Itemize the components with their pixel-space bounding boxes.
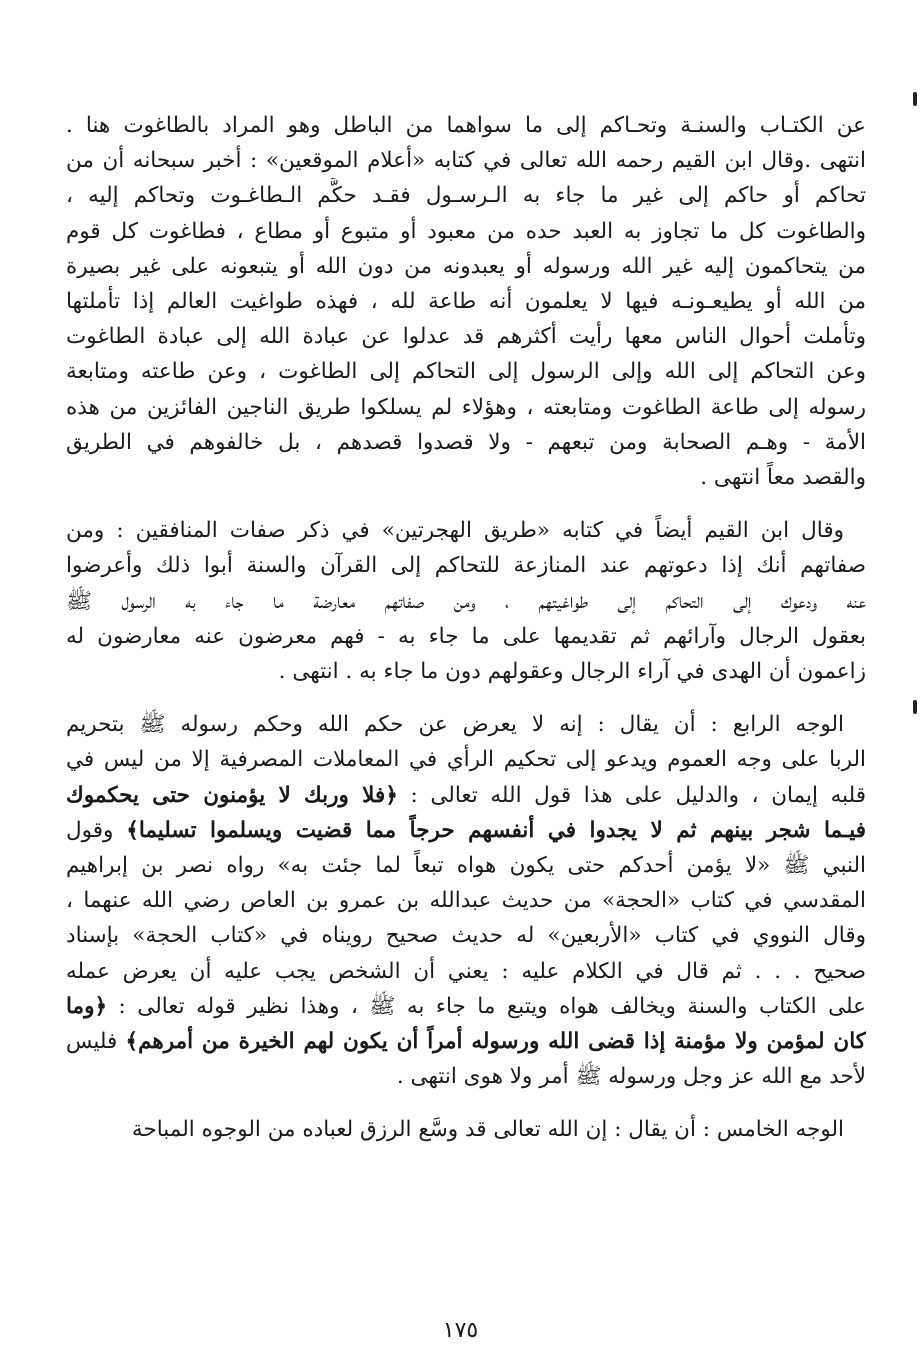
quran-verse-text: فيـما شجر بينهم ثم لا يجدوا في أنفسهم حرجاً مما قضيت ويسلموا تسليما﴾ xyxy=(126,817,866,843)
body-text: عن الكتـاب والسنـة وتحـاكم إلى ما سواهما من الباطل وهو المراد بالطاغوت هنا . xyxy=(66,113,866,138)
text-line xyxy=(66,813,866,848)
body-text: الأمة - وهـم الصحابة ومن تبعهم - ولا قصدوا قصدهم ، بل خالفوهم في الطريق xyxy=(66,429,866,455)
page-number: ١٧٥ xyxy=(442,1318,479,1343)
text-line xyxy=(66,390,866,425)
paragraph xyxy=(66,707,866,1094)
body-text: على الكتاب والسنة ويخالف هواه ويتبع ما جاء به ﷺ ، وهذا نظير قوله تعالى : xyxy=(107,993,866,1019)
body-text: انتهى .وقال ابن القيم رحمه الله تعالى في كتابه «أعلام الموقعين» : أخبر سبحانه أن من xyxy=(66,148,866,174)
body-text: الربا على وجه العموم ويدعو إلى تحكيم الرأي في المعاملات المصرفية إلا من ليس في xyxy=(66,747,866,773)
text-line xyxy=(66,619,866,654)
page-body xyxy=(66,108,866,1148)
body-text: عنه ودعوك إلى التحاكم إلى طواغيتهم ، ومن صفاتهم معارضة ما جاء به الرسول ﷺ xyxy=(66,588,866,614)
text-line xyxy=(66,143,866,178)
text-line xyxy=(66,425,866,460)
text-line xyxy=(66,918,866,953)
body-text: والطاغوت كل ما تجاوز به العبد حده من معبود أو متبوع أو مطاع ، فطاغوت كل قوم xyxy=(66,218,866,244)
body-text: وتأملت أحوال الناس معها رأيت أكثرهم قد عدلوا عن عبادة الله إلى عبادة الطاغوت xyxy=(66,324,866,350)
paragraph xyxy=(66,513,866,689)
text-line xyxy=(66,742,866,777)
text-line xyxy=(66,778,866,813)
paragraph xyxy=(66,108,866,495)
text-line xyxy=(66,284,866,319)
body-text: رسوله إلى طاعة الطاغوت ومتابعته ، وهؤلاء لم يسلكوا طريق الناجين الفائزين من هذه xyxy=(66,394,866,420)
text-line xyxy=(66,249,866,284)
body-text: وقول xyxy=(66,817,127,843)
text-line xyxy=(66,848,866,883)
text-line xyxy=(66,989,866,1024)
body-text: الوجه الخامس : أن يقال : إن الله تعالى قد وسَّع الرزق لعباده من الوجوه المباحة xyxy=(131,1117,844,1143)
paragraph xyxy=(66,1112,866,1147)
text-line xyxy=(66,354,866,389)
text-line xyxy=(66,654,866,689)
body-text: صفاتهم أنك إذا دعوتهم عند المنازعة للتحاكم إلى القرآن والسنة أبوا ذلك وأعرضوا xyxy=(66,553,866,579)
body-text: بعقول الرجال وآرائهم ثم تقديمها على ما جاء به - فهم معرضون عنه معارضون له xyxy=(66,623,866,649)
body-text: وقال النووي في كتاب «الأربعين» له حديث صحيح رويناه في «كتاب الحجة» بإسناد xyxy=(66,923,866,949)
body-text: قلبه إيمان ، والدليل على هذا قول الله تعالى : xyxy=(397,782,866,808)
body-text: من يتحاكمون إليه غير الله ورسوله أو يعبدونه من دون الله أو يتبعونه على غير بصيرة xyxy=(66,253,866,279)
text-line xyxy=(66,584,866,619)
scan-edge-mark xyxy=(913,700,917,714)
text-line xyxy=(66,883,866,918)
text-line xyxy=(66,548,866,583)
text-line xyxy=(66,460,866,495)
body-text: وعن التحاكم إلى الله وإلى الرسول إلى التحاكم إلى الطاغوت ، وعن طاعته ومتابعة xyxy=(66,359,866,385)
quran-verse-text: كان لمؤمن ولا مؤمنة إذا قضى الله ورسوله أمراً أن يكون لهم الخيرة من أمرهم﴾ xyxy=(125,1029,866,1055)
text-line xyxy=(66,1112,866,1147)
scan-edge-mark xyxy=(913,92,917,106)
quran-verse-text: ﴿فلا وربك لا يؤمنون حتى يحكموك xyxy=(66,782,398,808)
text-line xyxy=(66,108,866,143)
body-text: النبي ﷺ «لا يؤمن أحدكم حتى يكون هواه تبعاً لما جئت به» رواه نصر بن إبراهيم xyxy=(66,853,866,879)
body-text: من الله أو يطيعـونـه فيها لا يعلمون أنه طاعة لله ، فهذه طواغيت العالم إذا تأملتها xyxy=(66,289,866,315)
body-text: المقدسي في كتاب «الحجة» من حديث عبدالله بن عمرو بن العاص رضي الله عنهما ، xyxy=(66,888,866,914)
text-line xyxy=(66,954,866,989)
body-text: فليس xyxy=(66,1029,126,1055)
text-line xyxy=(66,1059,866,1094)
body-text: تحاكم أو حاكم إلى غير ما جاء به الـرسـول فقـد حكَّم الـطاغـوت وتحاكم إليه ، xyxy=(66,183,866,209)
text-line xyxy=(66,319,866,354)
quran-verse-text: ﴿وما xyxy=(66,993,108,1019)
body-text: وقال ابن القيم أيضاً في كتابه «طريق الهجرتين» في ذكر صفات المنافقين : ومن xyxy=(66,518,844,544)
text-line xyxy=(66,707,866,742)
body-text: الوجه الرابع : أن يقال : إنه لا يعرض عن حكم الله وحكم رسوله ﷺ بتحريم xyxy=(66,712,844,738)
body-text: والقصد معاً انتهى . xyxy=(700,465,866,491)
body-text: صحيح . . . ثم قال في الكلام عليه : يعني أن الشخص يجب عليه أن يعرض عمله xyxy=(66,958,866,984)
text-line xyxy=(66,178,866,213)
body-text: زاعمون أن الهدى في آراء الرجال وعقولهم دون ما جاء به . انتهى . xyxy=(278,659,866,685)
text-line xyxy=(66,513,866,548)
body-text: لأحد مع الله عز وجل ورسوله ﷺ أمر ولا هوى انتهى . xyxy=(396,1064,866,1090)
text-line xyxy=(66,214,866,249)
text-line xyxy=(66,1024,866,1059)
